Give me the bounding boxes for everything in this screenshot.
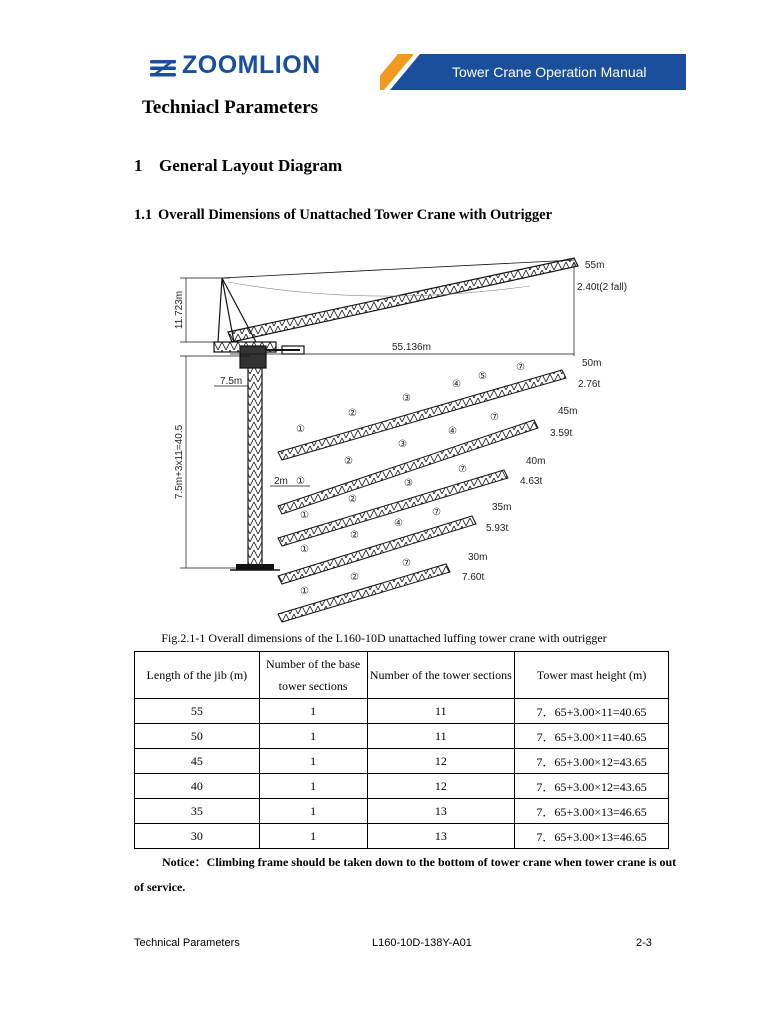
jib-length-label: 50m	[582, 358, 602, 369]
jib-length-label: 30m	[468, 552, 488, 563]
table-cell: 12	[367, 774, 515, 799]
column-header: Number of the base tower sections	[259, 652, 367, 699]
table-row	[135, 799, 669, 824]
subheading-number: 1.1	[134, 207, 153, 223]
table-cell: 7．65+3.00×12=43.65	[515, 774, 669, 799]
jib-length-label: 40m	[526, 456, 546, 467]
heading-number: 1	[134, 156, 143, 175]
section-marker: ④	[448, 426, 457, 437]
footer-page-number: 2-3	[636, 937, 652, 949]
table-cell: 40	[135, 774, 260, 799]
mast-height-label: 7.5m+3x11=40.5	[174, 424, 185, 500]
table-row	[135, 724, 669, 749]
table-cell: 1	[259, 749, 367, 774]
table-cell: 11	[367, 699, 515, 724]
section-marker: ①	[300, 510, 309, 521]
heading-general-layout	[134, 156, 342, 176]
table-cell: 13	[367, 799, 515, 824]
table-cell: 12	[367, 749, 515, 774]
section-title: Techniacl Parameters	[142, 97, 319, 118]
table-row	[135, 749, 669, 774]
jib-config-30	[278, 552, 487, 622]
jib-load-label: 7.60t	[462, 572, 485, 583]
section-marker: ③	[402, 393, 411, 404]
jib-length-label: 55m	[585, 260, 605, 271]
top-height-label: 11.723m	[174, 290, 185, 330]
notice-paragraph	[134, 850, 679, 900]
section-marker: ②	[344, 456, 353, 467]
table-cell: 55	[135, 699, 260, 724]
table-row	[135, 824, 669, 849]
section-marker: ⑦	[432, 507, 441, 518]
table-cell: 1	[259, 824, 367, 849]
section-length-label: 2m	[274, 476, 288, 487]
section-marker: ⑦	[516, 362, 525, 373]
table-cell: 1	[259, 774, 367, 799]
section-marker: ④	[394, 518, 403, 529]
table-cell: 35	[135, 799, 260, 824]
section-marker: ⑦	[490, 412, 499, 423]
jib-length-label: 35m	[492, 502, 512, 513]
table-cell: 1	[259, 724, 367, 749]
jib-load-label: 2.40t(2 fall)	[577, 282, 628, 293]
jib-length-label: 45m	[558, 406, 578, 417]
table-cell: 11	[367, 724, 515, 749]
manual-title: Tower Crane Operation Manual	[452, 64, 647, 80]
section-marker: ②	[350, 572, 359, 583]
heading-overall-dimensions	[134, 207, 552, 224]
jib-load-label: 2.76t	[578, 379, 601, 390]
table-cell: 45	[135, 749, 260, 774]
section-marker: ④	[452, 379, 461, 390]
crane-layout-diagram	[170, 246, 670, 626]
table-cell: 1	[259, 799, 367, 824]
section-marker: ③	[398, 439, 407, 450]
section-marker: ①	[296, 476, 305, 487]
subheading-text: Overall Dimensions of Unattached Tower Crane with Outrigger	[158, 207, 553, 223]
table-cell: 7．65+3.00×11=40.65	[515, 699, 669, 724]
jib-config-50	[278, 358, 601, 460]
column-header: Tower mast height (m)	[515, 652, 669, 699]
table-cell: 7．65+3.00×13=46.65	[515, 824, 669, 849]
jib-load-label: 4.63t	[520, 476, 543, 487]
table-cell: 13	[367, 824, 515, 849]
base-width-label: 7.5m	[220, 376, 243, 387]
table-cell: 30	[135, 824, 260, 849]
tower-mast	[230, 356, 280, 570]
section-marker: ②	[348, 494, 357, 505]
parameters-table	[134, 651, 669, 849]
table-cell: 7．65+3.00×11=40.65	[515, 724, 669, 749]
jib-load-label: 3.59t	[550, 428, 573, 439]
section-marker: ③	[404, 478, 413, 489]
section-marker: ⑤	[478, 371, 487, 382]
notice-text: Notice：Climbing frame should be taken down to the bottom of tower crane when tower crane is out of service.	[134, 855, 677, 894]
jib-horizontal-label: 55.136m	[392, 342, 431, 353]
table-cell: 50	[135, 724, 260, 749]
section-marker: ②	[348, 408, 357, 419]
column-header: Length of the jib (m)	[135, 652, 260, 699]
section-marker: ②	[350, 530, 359, 541]
section-marker: ⑦	[402, 558, 411, 569]
section-marker: ①	[300, 586, 309, 597]
section-marker: ①	[296, 424, 305, 435]
table-row	[135, 699, 669, 724]
brand-logo-text: ZOOMLION	[182, 51, 321, 79]
footer-section-name: Technical Parameters	[134, 937, 240, 949]
table-header-row	[135, 652, 669, 699]
footer-document-code: L160-10D-138Y-A01	[372, 937, 472, 949]
table-row	[135, 774, 669, 799]
heading-text: General Layout Diagram	[159, 156, 343, 175]
table-cell: 1	[259, 699, 367, 724]
section-marker: ①	[300, 544, 309, 555]
column-header: Number of the tower sections	[367, 652, 515, 699]
section-marker: ⑦	[458, 464, 467, 475]
table-cell: 7．65+3.00×13=46.65	[515, 799, 669, 824]
table-cell: 7．65+3.00×12=43.65	[515, 749, 669, 774]
jib-load-label: 5.93t	[486, 523, 509, 534]
figure-caption: Fig.2.1-1 Overall dimensions of the L160-10D unattached luffing tower crane with outrigger	[161, 631, 607, 645]
